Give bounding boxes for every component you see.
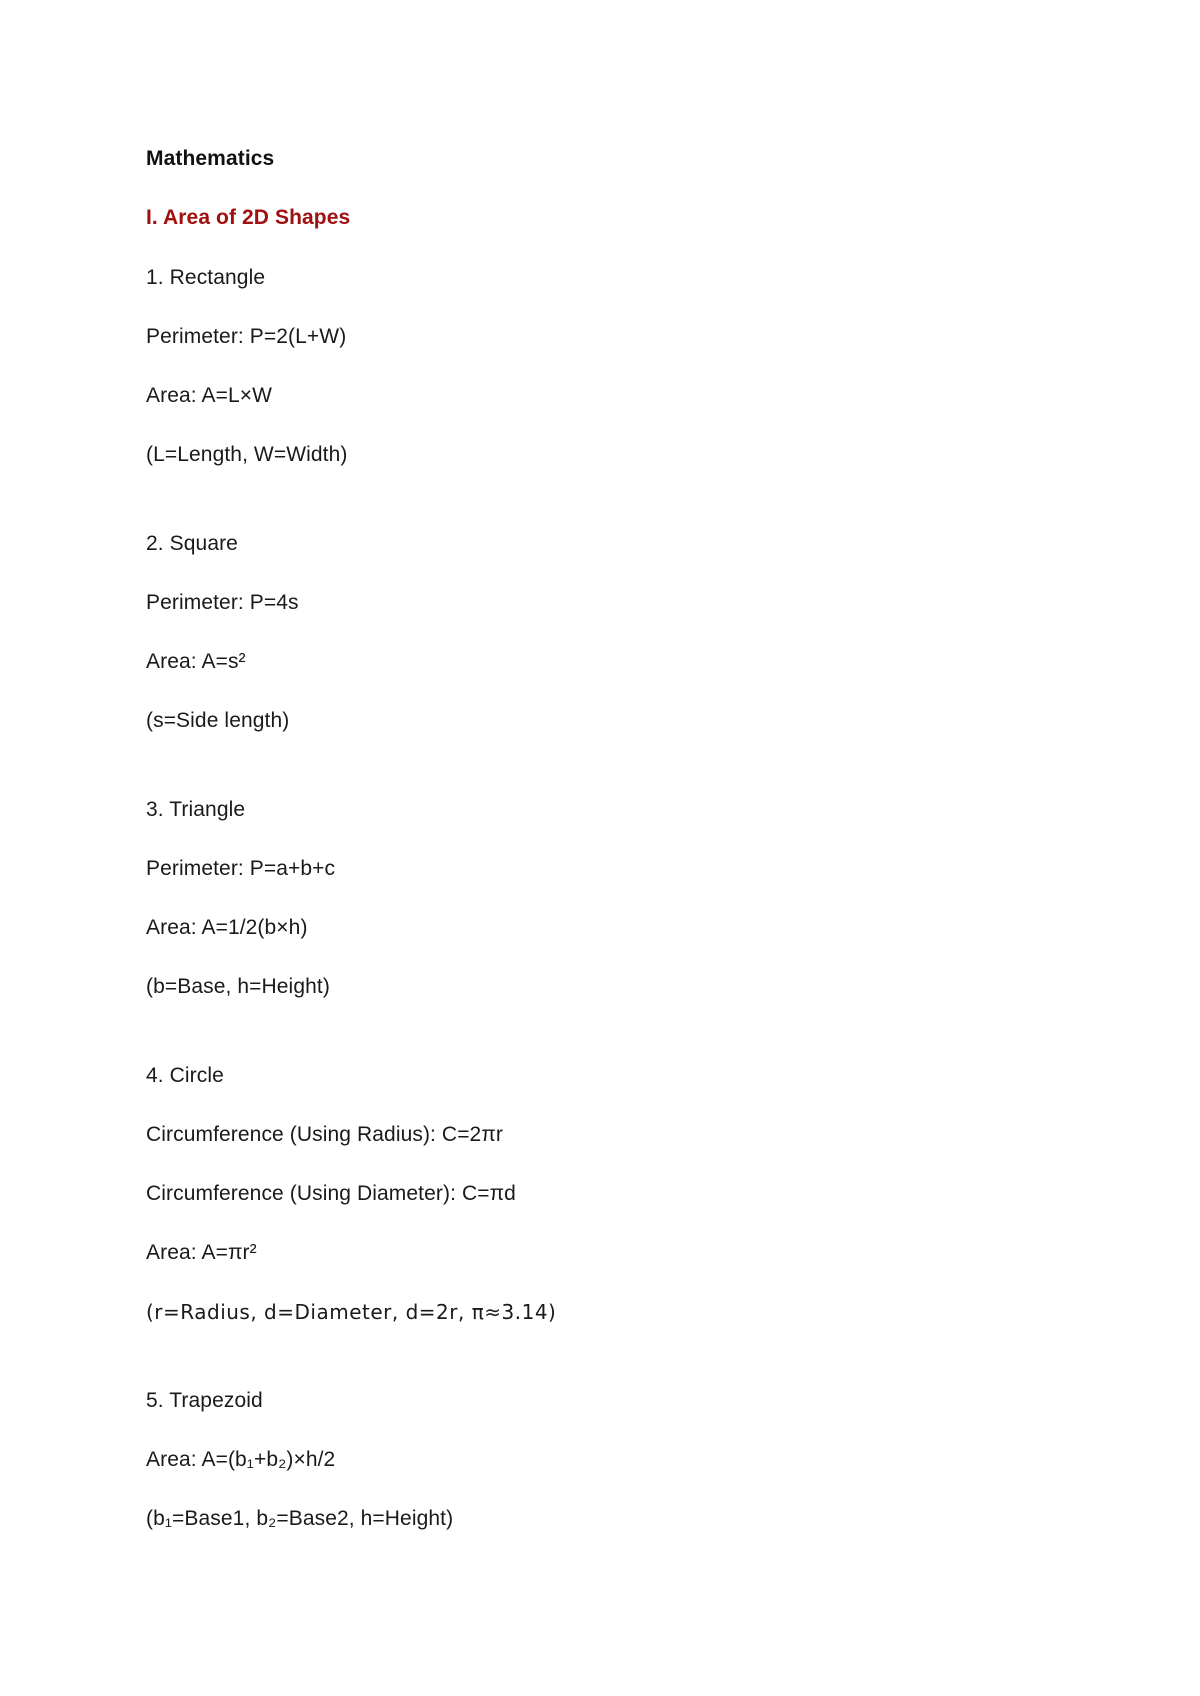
triangle-area: Area: A=1/2(b×h) xyxy=(146,916,308,939)
rectangle-legend: (L=Length, W=Width) xyxy=(146,443,348,466)
circle-circumference-diameter: Circumference (Using Diameter): C=πd xyxy=(146,1182,516,1205)
trapezoid-legend: (b₁=Base1, b₂=Base2, h=Height) xyxy=(146,1507,454,1530)
circle-circumference-radius: Circumference (Using Radius): C=2πr xyxy=(146,1123,504,1146)
circle-area: Area: A=πr² xyxy=(146,1241,257,1264)
shape-heading-trapezoid: 5. Trapezoid xyxy=(146,1389,263,1412)
square-perimeter: Perimeter: P=4s xyxy=(146,591,299,614)
triangle-perimeter: Perimeter: P=a+b+c xyxy=(146,857,336,880)
document-title: Mathematics xyxy=(146,147,275,170)
shape-heading-triangle: 3. Triangle xyxy=(146,798,246,821)
section-heading: I. Area of 2D Shapes xyxy=(146,206,351,229)
shape-heading-circle: 4. Circle xyxy=(146,1064,224,1087)
triangle-legend: (b=Base, h=Height) xyxy=(146,975,330,998)
rectangle-perimeter: Perimeter: P=2(L+W) xyxy=(146,325,347,348)
rectangle-area: Area: A=L×W xyxy=(146,384,273,407)
shape-heading-square: 2. Square xyxy=(146,532,238,555)
trapezoid-area: Area: A=(b₁+b₂)×h/2 xyxy=(146,1448,336,1471)
square-legend: (s=Side length) xyxy=(146,709,290,732)
square-area: Area: A=s² xyxy=(146,650,246,673)
circle-legend: (r=Radius, d=Diameter, d=2r, π≈3.14) xyxy=(146,1300,557,1324)
shape-heading-rectangle: 1. Rectangle xyxy=(146,266,266,289)
